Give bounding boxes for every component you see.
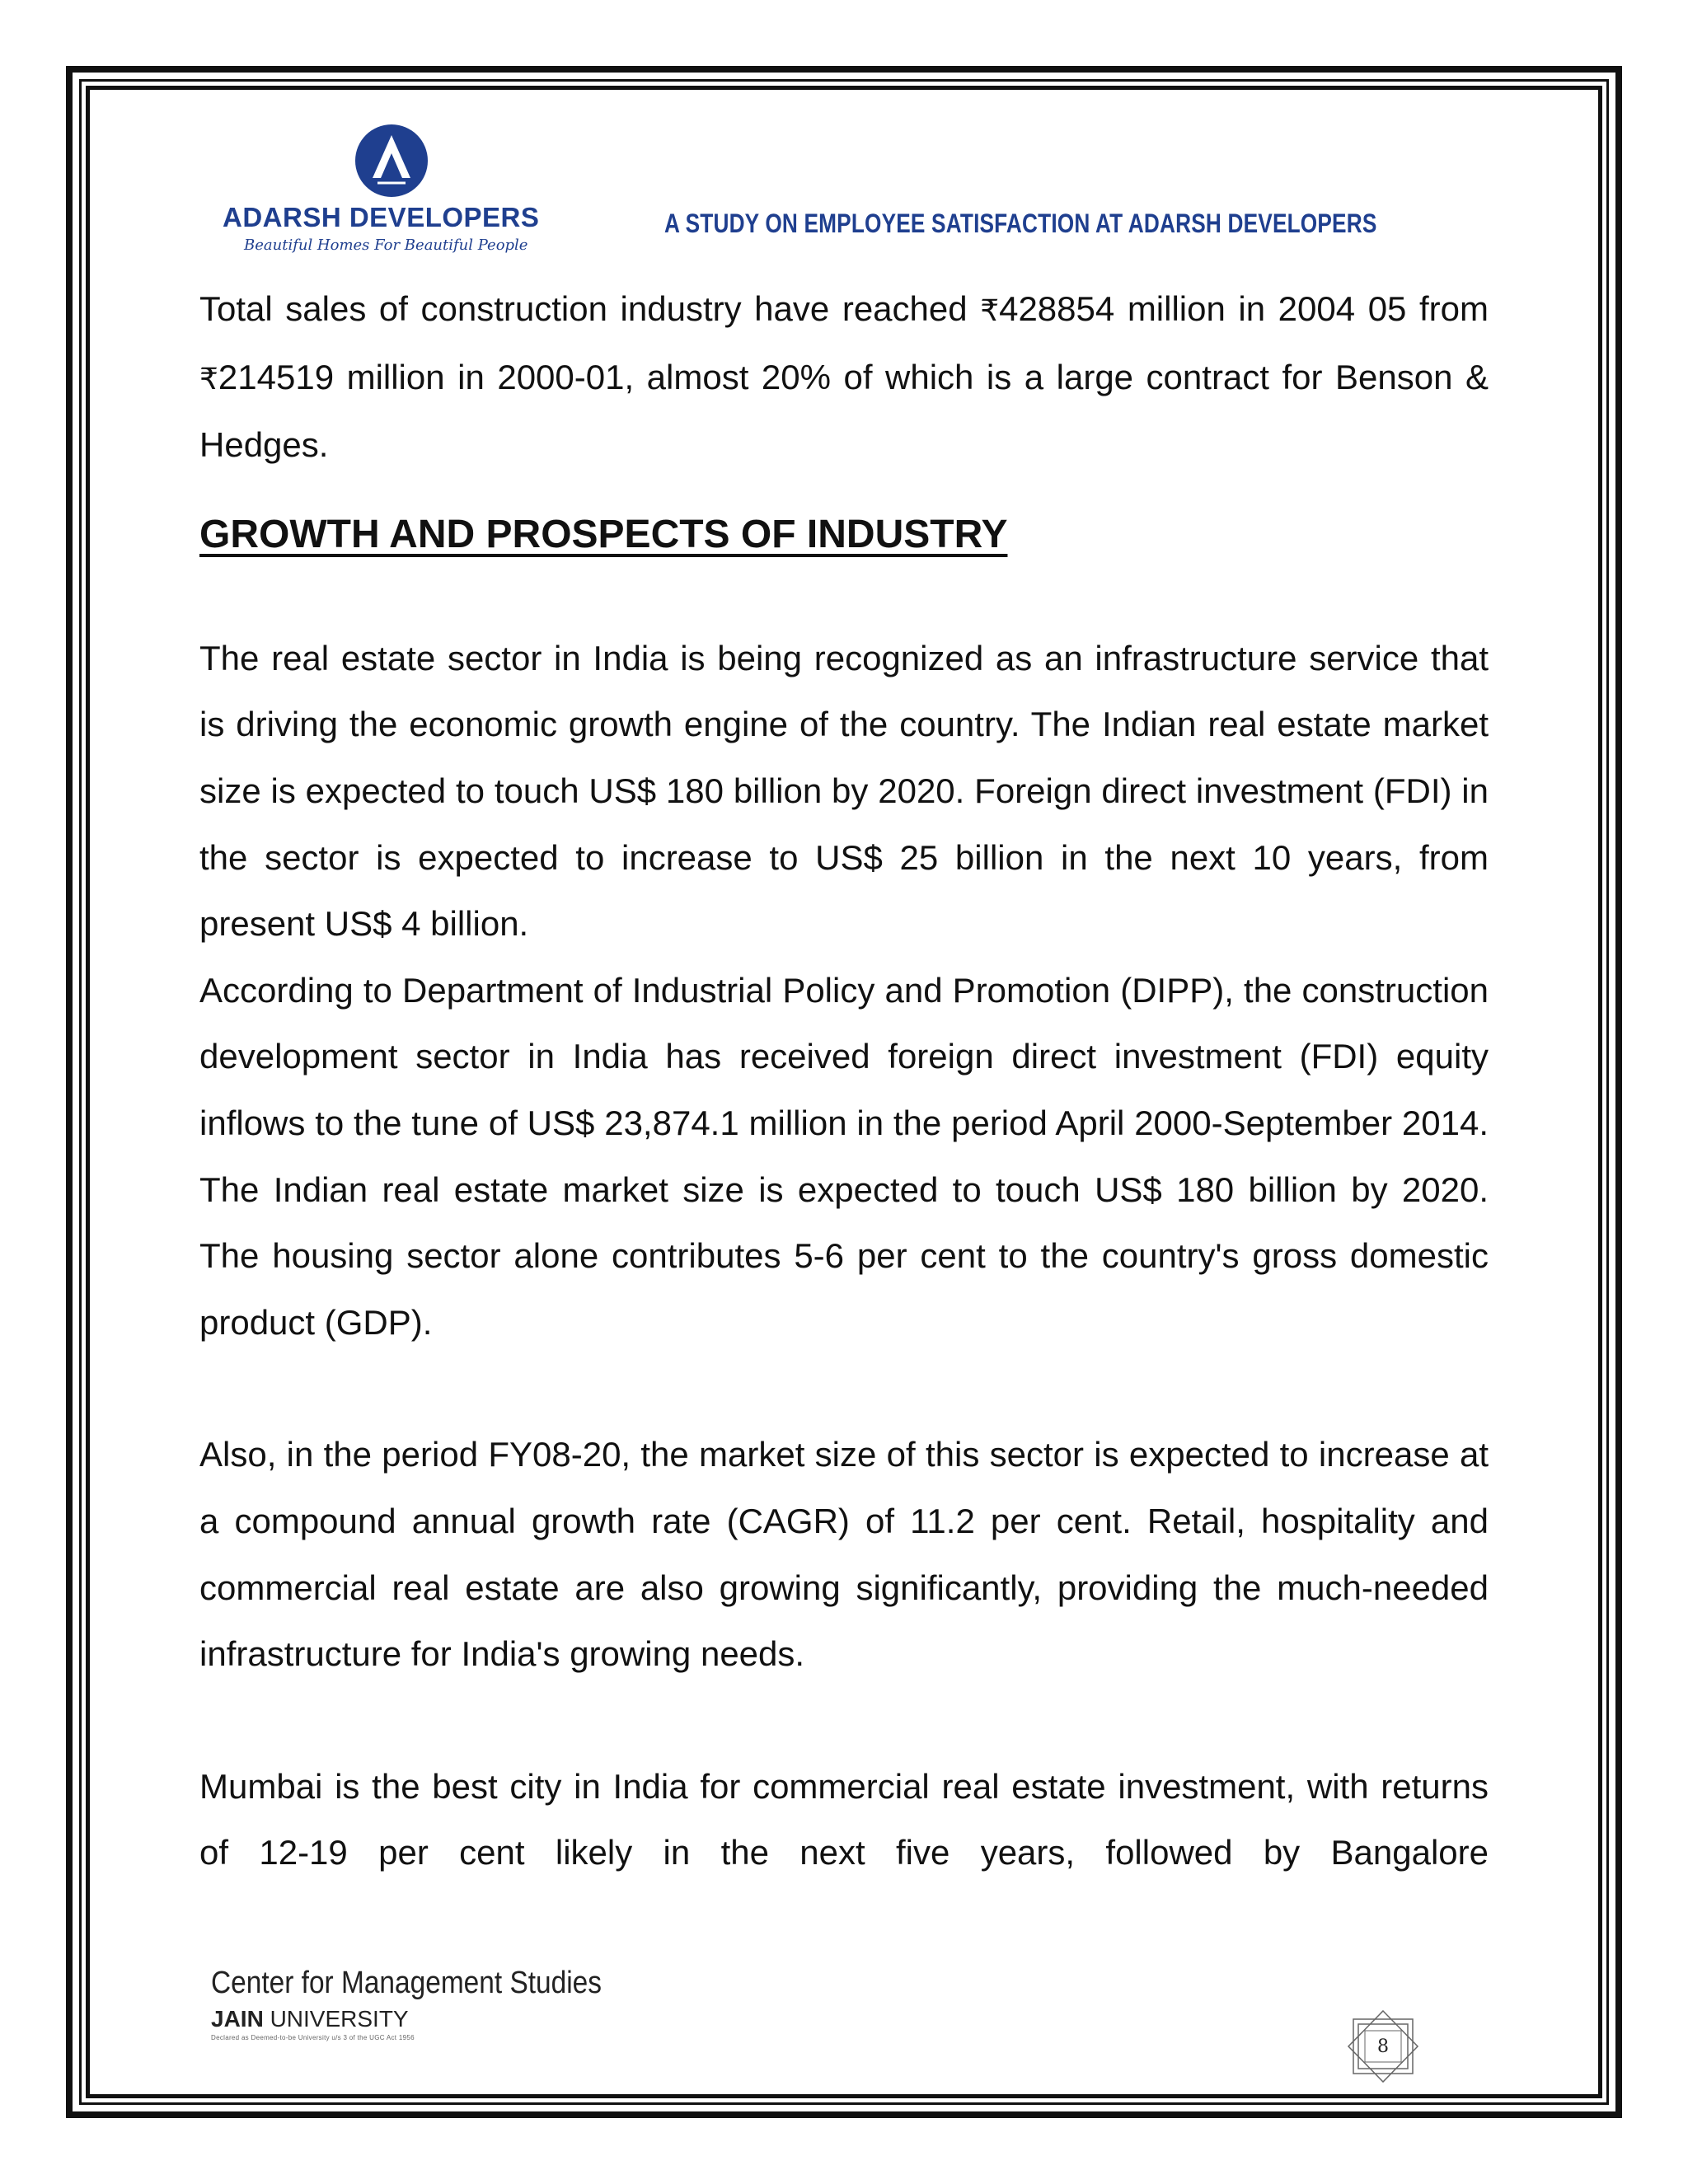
paragraph-dipp: According to Department of Industrial Policy and Promotion (DIPP), the construction development sector in India has received foreign direct investment (FDI) equity inflows to the tune of US$ 23,874.1 million in the period April 2000-September 2014. The Indian real estate market size is expected to touch US$ 180 billion by 2020. The housing sector alone contributes 5-6 per cent to the country's gross domestic product (GDP). xyxy=(199,970,1489,1342)
page-number: 8 xyxy=(1377,2036,1389,2057)
header-title: A STUDY ON EMPLOYEE SATISFACTION AT ADARSH DEVELOPERS xyxy=(664,209,1377,238)
sales-text-2: 428854 million in 2004 xyxy=(999,289,1356,328)
section-heading: GROWTH AND PROSPECTS OF INDUSTRY xyxy=(199,512,1008,556)
footer-center-name: Center for Management Studies xyxy=(211,1966,602,2000)
paragraph-real-estate: The real estate sector in India is being recognized as an infrastructure service that is driving the economic growth engine of the country. The Indian real estate market size is expected to touch US$ 180 billion by 2020. Foreign direct investment (FDI) in the sector is expected to increase to US$ 25 billion in the next 10 years, from present US$ 4 billion. xyxy=(199,638,1489,944)
page-footer xyxy=(211,1966,673,2056)
sales-text-4: 214519 million in 2000-01, almost 20% of which is a large contract for Benson & Hedges. xyxy=(199,357,1489,465)
paragraph-sales xyxy=(199,276,1489,479)
footer-university-rest: UNIVERSITY xyxy=(263,2006,409,2032)
footer-university-note: Declared as Deemed-to-be University u/s 3 of the UGC Act 1956 xyxy=(211,2034,415,2041)
sales-text-1: Total sales of construction industry have reached xyxy=(199,289,981,328)
logo-name: ADARSH DEVELOPERS xyxy=(223,202,540,232)
paragraph-cagr: Also, in the period FY08-20, the market size of this sector is expected to increase at a compound annual growth rate (CAGR) of 11.2 per cent. Retail, hospitality and commercial real estate are also growing significantly, providing the much-needed infrastructure for India's growing needs. xyxy=(199,1435,1489,1674)
page-content xyxy=(199,276,1489,1886)
adarsh-logo xyxy=(223,120,569,268)
page-number-badge xyxy=(1342,2009,1424,2083)
rupee-symbol: ₹ xyxy=(199,361,218,396)
footer-university-bold: JAIN xyxy=(211,2006,264,2032)
adarsh-logo-icon xyxy=(354,124,429,198)
paragraph-mumbai: Mumbai is the best city in India for commercial real estate investment, with returns of 12-19 per cent likely in the next five years, followed by Bangalore xyxy=(199,1766,1489,1872)
rupee-symbol: ₹ xyxy=(980,293,1000,327)
logo-tagline: Beautiful Homes For Beautiful People xyxy=(244,237,528,254)
page-header xyxy=(223,120,1508,268)
sales-text-3: 05 from xyxy=(1367,289,1489,328)
footer-university xyxy=(211,2006,673,2032)
